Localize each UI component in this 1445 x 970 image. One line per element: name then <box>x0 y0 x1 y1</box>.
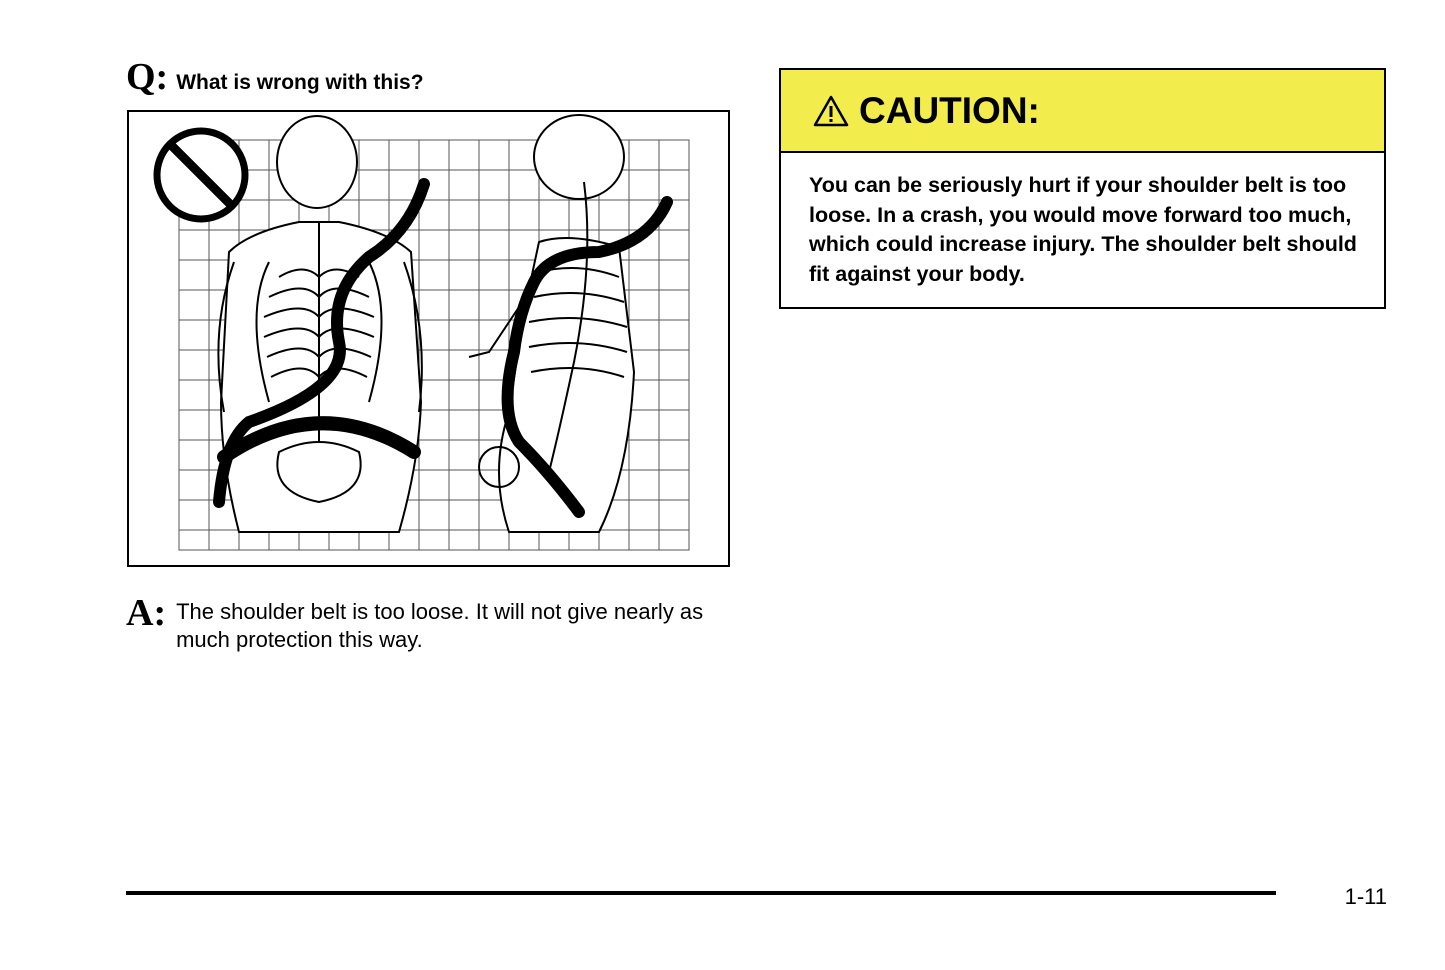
skeleton-front-view <box>218 116 421 532</box>
footer-rule <box>126 891 1276 895</box>
caution-box <box>779 68 1386 309</box>
answer-row <box>126 594 736 654</box>
caution-body: You can be seriously hurt if your shoulder belt is too loose. In a crash, you would move forward too much, which could increase injury. The shoulder belt should fit against your body. <box>809 173 1357 286</box>
page-number: 1-11 <box>1344 884 1387 909</box>
question-text: What is wrong with this? <box>176 71 424 94</box>
caution-header <box>781 70 1384 153</box>
prohibition-icon <box>157 131 245 219</box>
seatbelt-illustration <box>127 110 730 567</box>
question-letter: Q: <box>126 56 169 98</box>
answer-text: The shoulder belt is too loose. It will not give nearly as much protection this way. <box>176 599 704 652</box>
answer-letter: A: <box>126 592 167 634</box>
question-row <box>126 58 424 96</box>
warning-triangle-icon <box>813 95 849 127</box>
caution-title: CAUTION: <box>859 89 1040 131</box>
